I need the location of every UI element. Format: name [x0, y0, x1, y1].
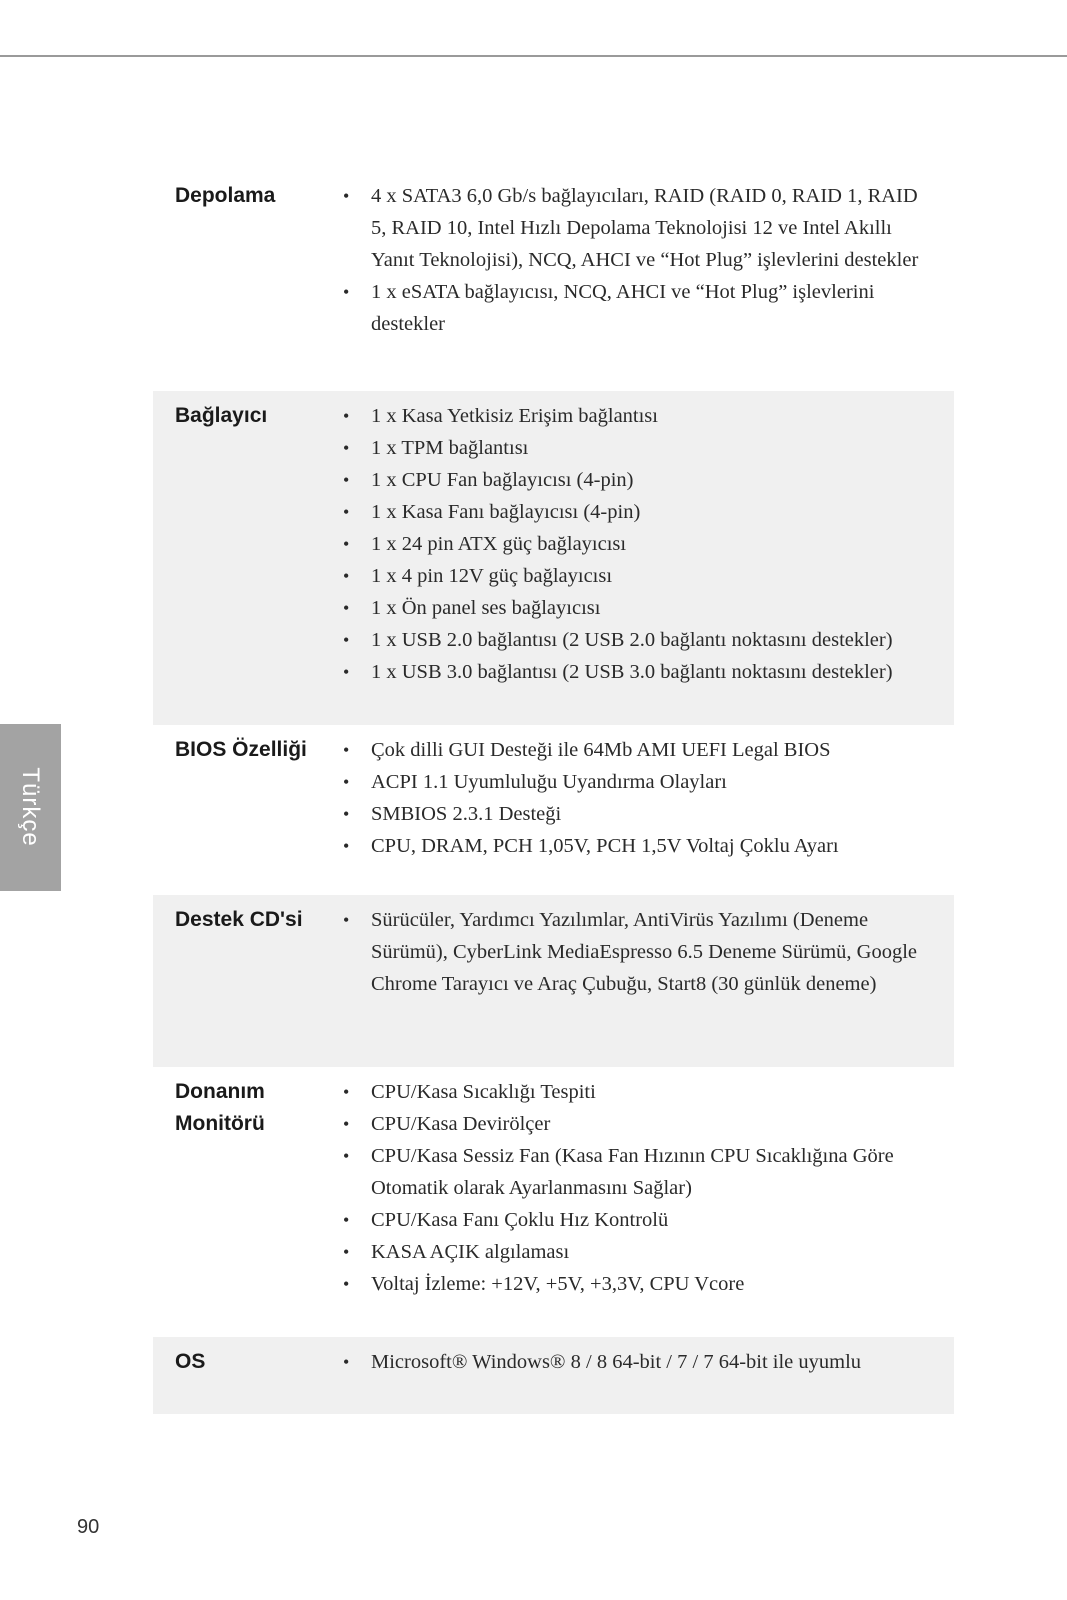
bullet-icon: •: [343, 1274, 350, 1294]
specification-table: [153, 171, 954, 1414]
bullet-icon: •: [343, 836, 350, 856]
bullet-icon: •: [343, 502, 350, 522]
spec-label: OS: [175, 1350, 206, 1373]
bullet-icon: •: [343, 282, 350, 302]
spec-item-list: [341, 734, 954, 886]
spec-item: • 1 x eSATA bağlayıcısı, NCQ, AHCI ve “Hot Plug” işlevlerini destekler: [341, 276, 954, 340]
language-tab-label: Türkçe: [17, 767, 44, 847]
spec-item: • Voltaj İzleme: +12V, +5V, +3,3V, CPU Vcore: [341, 1268, 954, 1300]
spec-item: • 1 x 4 pin 12V güç bağlayıcısı: [341, 560, 954, 592]
spec-row-hardware-monitor: [153, 1067, 954, 1337]
spec-item: • CPU, DRAM, PCH 1,05V, PCH 1,5V Voltaj Çoklu Ayarı: [341, 830, 954, 862]
spec-item: • 1 x Kasa Fanı bağlayıcısı (4-pin): [341, 496, 954, 528]
bullet-icon: •: [343, 598, 350, 618]
page-number: 90: [77, 1516, 100, 1538]
bullet-icon: •: [343, 1146, 350, 1166]
spec-item: • 1 x Ön panel ses bağlayıcısı: [341, 592, 954, 624]
spec-item-list: [341, 1346, 954, 1405]
spec-item: • CPU/Kasa Fanı Çoklu Hız Kontrolü: [341, 1204, 954, 1236]
spec-item: • 4 x SATA3 6,0 Gb/s bağlayıcıları, RAID (RAID 0, RAID 1, RAID 5, RAID 10, Intel Hızlı Depolama Teknolojisi 12 ve Intel Akıllı Yanıt Teknolojisi), NCQ, AHCI ve “Hot Plug” işlevlerini destekler: [341, 180, 954, 276]
bullet-icon: •: [343, 406, 350, 426]
bullet-icon: •: [343, 804, 350, 824]
spec-item: • 1 x USB 3.0 bağlantısı (2 USB 3.0 bağlantı noktasını destekler): [341, 656, 954, 688]
spec-item-list: [341, 1076, 954, 1328]
bullet-icon: •: [343, 772, 350, 792]
bullet-icon: •: [343, 662, 350, 682]
spec-label: Donanım Monitörü: [175, 1080, 265, 1135]
header-rule: [0, 55, 1067, 57]
spec-item: • CPU/Kasa Sessiz Fan (Kasa Fan Hızının CPU Sıcaklığına Göre Otomatik olarak Ayarlanmasını Sağlar): [341, 1140, 954, 1204]
spec-item: • ACPI 1.1 Uyumluluğu Uyandırma Olayları: [341, 766, 954, 798]
language-tab: [0, 724, 61, 891]
spec-item: • 1 x Kasa Yetkisiz Erişim bağlantısı: [341, 400, 954, 432]
spec-label: Depolama: [175, 184, 276, 207]
spec-item-list: [341, 400, 954, 716]
spec-item: • CPU/Kasa Sıcaklığı Tespiti: [341, 1076, 954, 1108]
bullet-icon: •: [343, 186, 350, 206]
spec-item-list: [341, 180, 954, 382]
bullet-icon: •: [343, 438, 350, 458]
spec-item: • 1 x 24 pin ATX güç bağlayıcısı: [341, 528, 954, 560]
spec-item: • KASA AÇIK algılaması: [341, 1236, 954, 1268]
bullet-icon: •: [343, 1242, 350, 1262]
bullet-icon: •: [343, 910, 350, 930]
bullet-icon: •: [343, 470, 350, 490]
spec-row-storage: [153, 171, 954, 391]
bullet-icon: •: [343, 1082, 350, 1102]
spec-label: Destek CD'si: [175, 908, 303, 931]
spec-item: • 1 x TPM bağlantısı: [341, 432, 954, 464]
bullet-icon: •: [343, 1114, 350, 1134]
spec-row-support-cd: [153, 895, 954, 1067]
bullet-icon: •: [343, 534, 350, 554]
bullet-icon: •: [343, 740, 350, 760]
bullet-icon: •: [343, 630, 350, 650]
bullet-icon: •: [343, 1352, 350, 1372]
spec-item: • Microsoft® Windows® 8 / 8 64-bit / 7 / 7 64-bit ile uyumlu: [341, 1346, 954, 1378]
spec-item-list: [341, 904, 954, 1058]
spec-item: • SMBIOS 2.3.1 Desteği: [341, 798, 954, 830]
spec-item: • Çok dilli GUI Desteği ile 64Mb AMI UEFI Legal BIOS: [341, 734, 954, 766]
bullet-icon: •: [343, 566, 350, 586]
spec-item: • 1 x CPU Fan bağlayıcısı (4-pin): [341, 464, 954, 496]
spec-item: • CPU/Kasa Devirölçer: [341, 1108, 954, 1140]
spec-item: • 1 x USB 2.0 bağlantısı (2 USB 2.0 bağlantı noktasını destekler): [341, 624, 954, 656]
spec-row-os: [153, 1337, 954, 1414]
spec-row-bios: [153, 725, 954, 895]
spec-label: Bağlayıcı: [175, 404, 268, 427]
spec-label: BIOS Özelliği: [175, 738, 307, 761]
spec-item: • Sürücüler, Yardımcı Yazılımlar, AntiVirüs Yazılımı (Deneme Sürümü), CyberLink MediaEspresso 6.5 Deneme Sürümü, Google Chrome Tarayıcı ve Araç Çubuğu, Start8 (30 günlük deneme): [341, 904, 954, 1000]
bullet-icon: •: [343, 1210, 350, 1230]
spec-row-connectors: [153, 391, 954, 725]
